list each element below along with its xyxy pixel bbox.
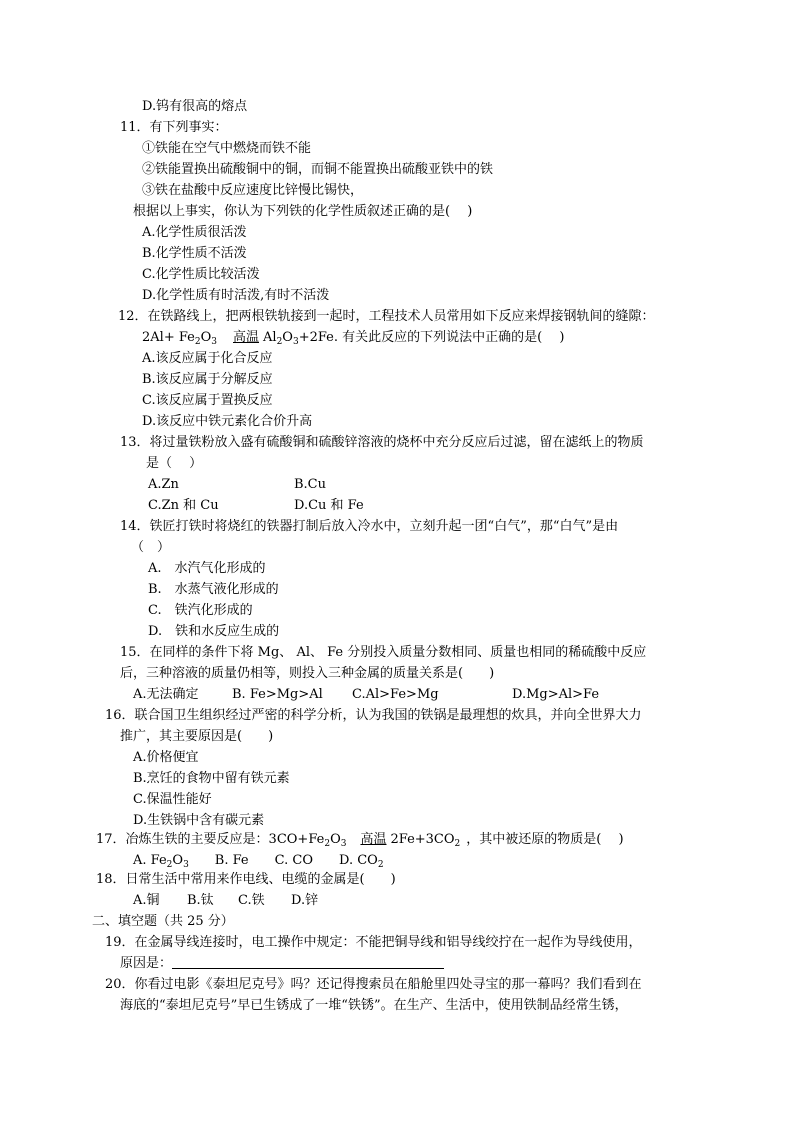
q13-stem-cont: 是（ ）: [146, 456, 203, 471]
q11-fact-2: ②铁能置换出硫酸铜中的铜，而铜不能置换出硫酸亚铁中的铁: [142, 162, 494, 177]
reaction-condition: 高温: [360, 832, 387, 847]
q11-option-c: C.化学性质比较活泼: [142, 267, 260, 282]
q15-stem: 15．在同样的条件下将 Mg、 Al、 Fe 分别投入质量分数相同、质量也相同的稀硫酸中反应: [120, 645, 647, 660]
q12-option-b: B.该反应属于分解反应: [142, 372, 273, 387]
q16-stem-cont: 推广，其主要原因是( ): [120, 729, 274, 744]
q11-stem: 11．有下列事实：: [120, 120, 228, 135]
q14-option-a: A. 水汽气化形成的: [148, 561, 266, 576]
q13-option-b: B.Cu: [294, 477, 327, 492]
q19-stem: 19．在金属导线连接时，电工操作中规定：不能把铜导线和铝导线绞拧在一起作为导线使用，: [105, 935, 642, 950]
q15-option-b: B. Fe>Mg>Al: [232, 687, 323, 702]
q11-fact-1: ①铁能在空气中燃烧而铁不能: [142, 141, 312, 156]
q17-option-b: B. Fe: [214, 853, 249, 868]
q12-equation: $2Al+ Fe_2O_3$ 高温 $Al_2O_3+2Fe$. 有关此反应的下列说法中正确的是( ): [142, 330, 565, 347]
q15-option-a: A.无法确定: [133, 687, 199, 702]
q14-option-b: B. 水蒸气液化形成的: [148, 582, 279, 597]
q20-stem-cont: 海底的“泰坦尼克号”早已生锈成了一堆“铁锈”。在生产、生活中，使用铁制品经常生锈，: [120, 998, 628, 1013]
q15-option-d: D.Mg>Al>Fe: [512, 687, 600, 702]
q12-stem: 12．在铁路线上，把两根铁轨接到一起时，工程技术人员常用如下反应来焊接钢轨间的缝隙：: [118, 309, 655, 324]
q13-stem: 13．将过量铁粉放入盛有硫酸铜和硫酸锌溶液的烧杯中充分反应后过滤，留在滤纸上的物质: [120, 435, 644, 450]
q11-fact-3: ③铁在盐酸中反应速度比锌慢比锡快，: [142, 183, 364, 198]
q12-option-a: A.该反应属于化合反应: [142, 351, 273, 366]
q16-option-c: C.保温性能好: [133, 792, 212, 807]
q14-stem: 14．铁匠打铁时将烧红的铁器打制后放入冷水中，立刻升起一团“白气”，那“白气”是由: [120, 519, 619, 534]
q18-option-c: C.铁: [238, 893, 265, 908]
q18-option-b: B.钛: [187, 893, 214, 908]
q17-option-a: A. $Fe_2O_3$: [133, 853, 189, 870]
q15-stem-cont: 后，三种溶液的质量仍相等，则投入三种金属的质量关系是( ): [120, 666, 495, 681]
q18-option-d: D.锌: [291, 893, 319, 908]
reaction-condition: 高温: [233, 330, 260, 345]
q15-option-c: C.Al>Fe>Mg: [352, 687, 439, 702]
q19-answer-line: 原因是：: [120, 953, 444, 974]
q16-option-a: A.价格便宜: [133, 750, 199, 765]
q12-option-d: D.该反应中铁元素化合价升高: [142, 414, 313, 429]
q14-stem-cont: （ ）: [131, 540, 171, 555]
q18-option-a: A.铜: [133, 893, 160, 908]
q11-option-b: B.化学性质不活泼: [142, 246, 247, 261]
q17-options: [133, 850, 384, 871]
q14-option-d: D. 铁和水反应生成的: [148, 624, 280, 639]
q17-option-c: C. CO: [274, 853, 313, 868]
q17-stem: 17．冶炼生铁的主要反应是：$3CO+Fe_2O_3$ 高温 $2Fe+3CO_2$ ，其中被还原的物质是( ): [96, 832, 624, 849]
q11-option-a: A.化学性质很活泼: [142, 225, 247, 240]
q14-option-c: C. 铁汽化形成的: [148, 603, 253, 618]
q11-question: 根据以上事实，你认为下列铁的化学性质叙述正确的是( ): [133, 204, 473, 219]
q13-option-d: D.Cu 和 Fe: [294, 498, 364, 513]
section-heading: 二、填空题（共 25 分）: [92, 914, 234, 929]
q16-option-b: B.烹饪的食物中留有铁元素: [133, 771, 290, 786]
q13-option-c: C.Zn 和 Cu: [148, 498, 219, 513]
q10-option-d: D.钨有很高的熔点: [142, 99, 248, 114]
q20-stem: 20．你看过电影《泰坦尼克号》吗？还记得搜索员在船舱里四处寻宝的那一幕吗？我们看到在: [105, 977, 642, 992]
q16-option-d: D.生铁锅中含有碳元素: [133, 813, 265, 828]
q16-stem: 16．联合国卫生组织经过严密的科学分析，认为我国的铁锅是最理想的炊具，并向全世界大力: [105, 708, 642, 723]
q12-option-c: C.该反应属于置换反应: [142, 393, 273, 408]
q17-option-d: D. $CO_2$: [338, 853, 384, 870]
q18-stem: 18．日常生活中常用来作电线、电缆的金属是( ): [96, 872, 396, 887]
answer-blank[interactable]: [172, 954, 444, 969]
q13-option-a: A.Zn: [148, 477, 179, 492]
q11-option-d: D.化学性质有时活泼,有时不活泼: [142, 288, 330, 303]
